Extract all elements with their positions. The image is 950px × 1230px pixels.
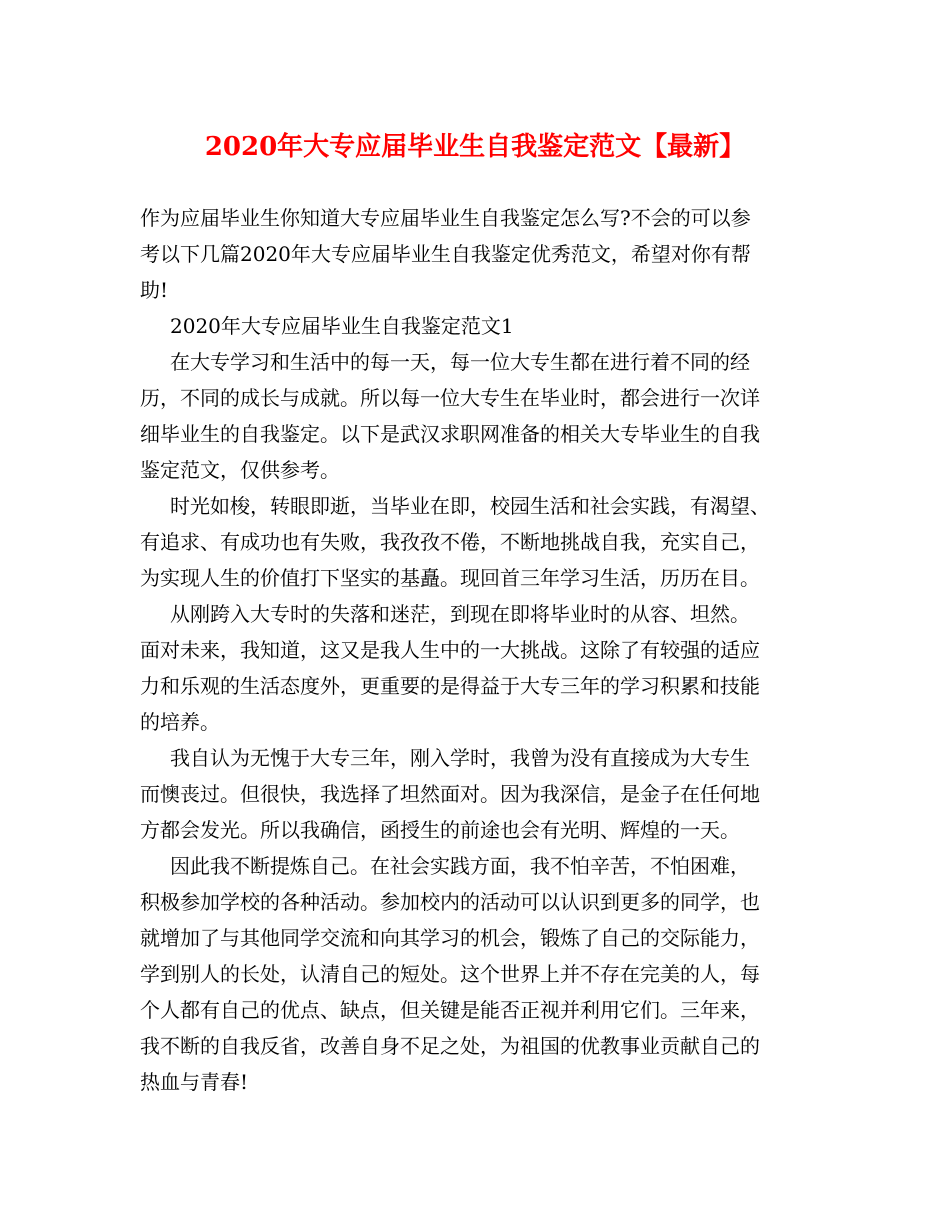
text-line: 在大专学习和生活中的每一天，每一位大专生都在进行着不同的经 [170, 350, 750, 374]
text-line: 热血与青春! [140, 1070, 249, 1094]
text-line: 历，不同的成长与成就。所以每一位大专生在毕业时，都会进行一次详 [140, 386, 760, 410]
text-line: 鉴定范文，仅供参考。 [140, 458, 340, 482]
text-line: 作为应届毕业生你知道大专应届毕业生自我鉴定怎么写?不会的可以参 [140, 206, 751, 230]
text-line: 2020年大专应届毕业生自我鉴定范文1 [170, 314, 514, 338]
text-line: 因此我不断提炼自己。在社会实践方面，我不怕辛苦，不怕困难， [170, 854, 750, 878]
document-body [140, 200, 830, 1100]
text-line: 为实现人生的价值打下坚实的基矗。现回首三年学习生活，历历在目。 [140, 566, 760, 590]
text-line: 从刚跨入大专时的失落和迷茫，到现在即将毕业时的从容、坦然。 [170, 602, 750, 626]
text-line: 助! [140, 278, 169, 302]
text-line: 我自认为无愧于大专三年，刚入学时，我曾为没有直接成为大专生 [170, 746, 750, 770]
text-line: 就增加了与其他同学交流和向其学习的机会，锻炼了自己的交际能力， [140, 926, 760, 950]
text-line: 时光如梭，转眼即逝，当毕业在即，校园生活和社会实践，有渴望、 [170, 494, 770, 518]
text-line: 有追求、有成功也有失败，我孜孜不倦，不断地挑战自我，充实自己， [140, 530, 760, 554]
text-line: 积极参加学校的各种活动。参加校内的活动可以认识到更多的同学，也 [140, 890, 760, 914]
text-line: 我不断的自我反省，改善自身不足之处，为祖国的优教事业贡献自己的 [140, 1034, 760, 1058]
text-line: 方都会发光。所以我确信，函授生的前途也会有光明、辉煌的一天。 [140, 818, 740, 842]
text-line: 面对未来，我知道，这又是我人生中的一大挑战。这除了有较强的适应 [140, 638, 760, 662]
document-title: 2020年大专应届毕业生自我鉴定范文【最新】 [204, 132, 746, 162]
text-line: 力和乐观的生活态度外，更重要的是得益于大专三年的学习积累和技能 [140, 674, 760, 698]
text-line: 考以下几篇2020年大专应届毕业生自我鉴定优秀范文，希望对你有帮 [140, 242, 751, 266]
text-line: 个人都有自己的优点、缺点，但关键是能否正视并利用它们。三年来， [140, 998, 760, 1022]
text-line: 学到别人的长处，认清自己的短处。这个世界上并不存在完美的人，每 [140, 962, 760, 986]
text-line: 的培养。 [140, 710, 220, 734]
text-line: 细毕业生的自我鉴定。以下是武汉求职网准备的相关大专毕业生的自我 [140, 422, 760, 446]
text-line: 而懊丧过。但很快，我选择了坦然面对。因为我深信，是金子在任何地 [140, 782, 760, 806]
